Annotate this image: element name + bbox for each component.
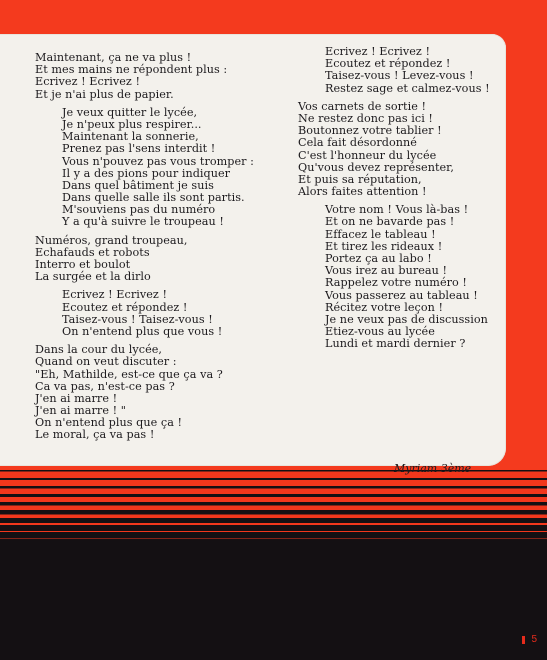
poem-line: Restez sage et calmez-vous ! bbox=[325, 81, 490, 95]
poem-line: "Eh, Mathilde, est-ce que ça va ? bbox=[35, 367, 223, 381]
poem-line: Etiez-vous au lycée bbox=[325, 325, 435, 339]
poem-line: La surgée et la dirlo bbox=[35, 270, 151, 284]
poem-line: Ne restez donc pas ici ! bbox=[298, 111, 433, 125]
stripe bbox=[0, 560, 547, 569]
poem-line: Il y a des pions pour indiquer bbox=[62, 166, 231, 180]
poem-line: Quand on veut discuter : bbox=[35, 355, 177, 369]
black-footer-band bbox=[0, 578, 547, 660]
poem-line: Vous passerez au tableau ! bbox=[325, 288, 478, 302]
poem-line: Y a qu'à suivre le troupeau ! bbox=[62, 215, 224, 229]
poem-line: Taisez-vous ! Levez-vous ! bbox=[325, 69, 474, 83]
stripe bbox=[0, 539, 547, 546]
poem-line: Et puis sa réputation, bbox=[298, 172, 422, 186]
poem-line: Ca va pas, n'est-ce pas ? bbox=[35, 379, 175, 393]
poem-line: On n'entend plus que vous ! bbox=[62, 324, 223, 338]
stripe bbox=[0, 494, 547, 497]
stripe bbox=[0, 532, 547, 539]
poem-line: Dans la cour du lycée, bbox=[35, 343, 163, 357]
stripe bbox=[0, 510, 547, 515]
poem-line: On n'entend plus que ça ! bbox=[35, 416, 183, 430]
poem-line: Maintenant la sonnerie, bbox=[62, 130, 199, 144]
poem-line: J'en ai marre ! " bbox=[35, 404, 126, 418]
poem-line: Le moral, ça va pas ! bbox=[35, 428, 155, 442]
poem-line: Ecrivez ! Ecrivez ! bbox=[325, 45, 430, 58]
stripe bbox=[0, 568, 547, 578]
poem-line: Ecoutez et répondez ! bbox=[325, 57, 451, 71]
poem-line: Ecoutez et répondez ! bbox=[62, 300, 188, 314]
poem-line: Taisez-vous ! Taisez-vous ! bbox=[62, 312, 213, 326]
stripe bbox=[0, 553, 547, 561]
poem-line: Dans quel bâtiment je suis bbox=[62, 178, 214, 192]
poem-line: Et on ne bavarde pas ! bbox=[325, 215, 455, 229]
poem-line: Ecrivez ! Ecrivez ! bbox=[35, 75, 140, 89]
poem-line: Vous irez au bureau ! bbox=[325, 264, 448, 278]
poem-line: Votre nom ! Vous là-bas ! bbox=[325, 203, 469, 217]
decorative-stripes bbox=[0, 462, 547, 582]
poem-line: Vous n'pouvez pas vous tromper : bbox=[62, 154, 254, 168]
stripe bbox=[0, 502, 547, 506]
poem-line: Cela fait désordonné bbox=[298, 136, 417, 150]
poem-line: Interro et boulot bbox=[35, 258, 131, 271]
poem-line: Prenez pas l'sens interdit ! bbox=[62, 142, 216, 156]
poem-line: Lundi et mardi dernier ? bbox=[325, 337, 466, 351]
stripe bbox=[0, 525, 547, 531]
poem-line: Echafauds et robots bbox=[35, 245, 150, 259]
page-number-marker bbox=[522, 636, 525, 644]
stripe bbox=[0, 546, 547, 554]
poem-line: Effacez le tableau ! bbox=[325, 227, 436, 241]
poem-line: Rappelez votre numéro ! bbox=[325, 276, 467, 290]
poem-line: M'souviens pas du numéro bbox=[62, 203, 216, 217]
poem-line: Récitez votre leçon ! bbox=[325, 300, 444, 314]
poem-line: Alors faites attention ! bbox=[298, 185, 427, 199]
poem-line: Je n'peux plus respirer... bbox=[62, 117, 202, 131]
poem-line: Boutonnez votre tablier ! bbox=[298, 124, 442, 138]
page-number: 5 bbox=[531, 634, 537, 645]
poem-line: Je ne veux pas de discussion bbox=[325, 312, 488, 326]
poem-right-column bbox=[298, 46, 490, 351]
poem-line: Portez ça au labo ! bbox=[325, 252, 432, 265]
poem-line: J'en ai marre ! bbox=[35, 391, 118, 405]
poem-left-column bbox=[35, 52, 254, 442]
poem-line: Et mes mains ne répondent plus : bbox=[35, 63, 228, 77]
poem-line: Et tirez les rideaux ! bbox=[325, 239, 443, 253]
poem-line: Numéros, grand troupeau, bbox=[35, 233, 188, 247]
poem-line: Et je n'ai plus de papier. bbox=[35, 87, 174, 101]
poem-card bbox=[0, 34, 506, 475]
poem-line: Qu'vous devez représenter, bbox=[298, 160, 454, 174]
poem-line: C'est l'honneur du lycée bbox=[298, 148, 437, 162]
poem-line: Je veux quitter le lycée, bbox=[62, 105, 198, 119]
poem-line: Maintenant, ça ne va plus ! bbox=[35, 51, 192, 64]
stripe bbox=[0, 518, 547, 523]
author-signature: Myriam 3ème bbox=[394, 462, 472, 475]
stripe bbox=[0, 486, 547, 489]
poem-line: Vos carnets de sortie ! bbox=[298, 99, 427, 113]
stripe bbox=[0, 478, 547, 480]
poem-line: Dans quelle salle ils sont partis. bbox=[62, 191, 245, 205]
poem-line: Ecrivez ! Ecrivez ! bbox=[62, 288, 167, 302]
